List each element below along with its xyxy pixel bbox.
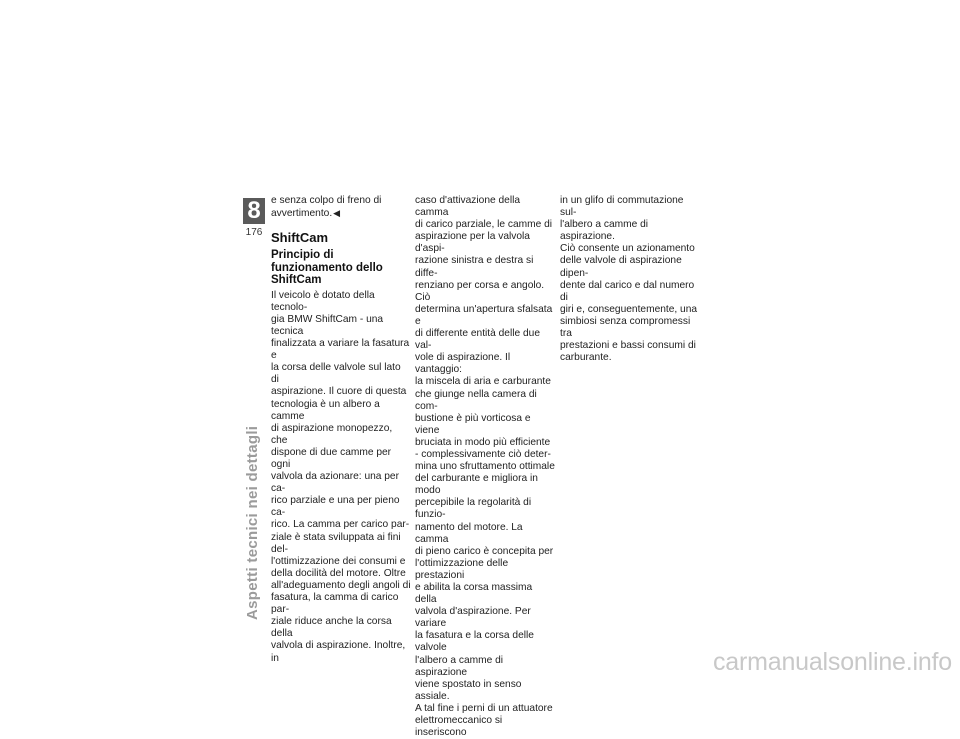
body-paragraph: in un glifo di commutazione sul- l'albero a camme di aspirazione. Ciò consente un azionamento delle valvole di aspirazione dipen- dente dal carico e dal numero di giri e, conseguentemente, una simbiosi senza compromessi tra prestazioni e bassi consumi di carburante. bbox=[560, 195, 698, 364]
text-column-2 bbox=[415, 195, 555, 739]
body-paragraph: Il veicolo è dotato della tecnolo- gia BMW ShiftCam - una tecnica finalizzata a variare la fasatura e la corsa delle valvole sul lato di aspirazione. Il cuore di questa tecnologia è un albero a camme di aspirazione monopezzo, che dispone di due camme per ogni valvola da azionare: una per ca- rico parziale e una per pieno ca- rico. La camma per carico par- ziale è stata sviluppata ai fini del- l'ottimizzazione dei consumi e della docilità del motore. Oltre all'adeguamento degli angoli di fasatura, la camma di carico par- ziale riduce anche la corsa della valvola di aspirazione. Inoltre, in bbox=[271, 289, 411, 664]
section-heading: ShiftCam bbox=[271, 230, 329, 246]
body-paragraph: caso d'attivazione della camma di carico parziale, le camme di aspirazione per la valvola d'aspi- razione sinistra e destra si diffe- renziano per corsa e angolo. Ciò determina un'apertura sfalsata e di differente entità delle due val- vole di aspirazione. Il vantaggio: la miscela di aria e carburante che giunge nella camera di com- bustione è più vorticosa e viene bruciata in modo più efficiente - complessivamente ciò deter- mina uno sfruttamento ottimale del carburante e migliora in modo percepibile la regolarità di funzio- namento del motore. La camma di pieno carico è concepita per l'ottimizzazione delle prestazioni e abilita la corsa massima della valvola d'aspirazione. Per variare la fasatura e la corsa delle valvole l'albero a camme di aspirazione viene spostato in senso assiale. A tal fine i perni di un attuatore elettromeccanico si inseriscono bbox=[415, 195, 555, 739]
page-number: 176 bbox=[245, 227, 263, 238]
sub-heading: Principio di funzionamento dello ShiftCam bbox=[271, 249, 383, 287]
intro-paragraph bbox=[271, 195, 411, 220]
end-of-section-icon: ◀ bbox=[333, 208, 341, 219]
intro-text: e senza colpo di freno di avvertimento. bbox=[271, 195, 382, 220]
text-column-3 bbox=[560, 195, 700, 364]
watermark: carmanualsonline.info bbox=[712, 648, 952, 676]
chapter-title: Aspetti tecnici nei dettagli bbox=[244, 425, 261, 620]
chapter-title-sidebar bbox=[244, 425, 264, 620]
chapter-number-tab: 8 bbox=[243, 198, 265, 224]
text-column-1 bbox=[271, 195, 411, 665]
